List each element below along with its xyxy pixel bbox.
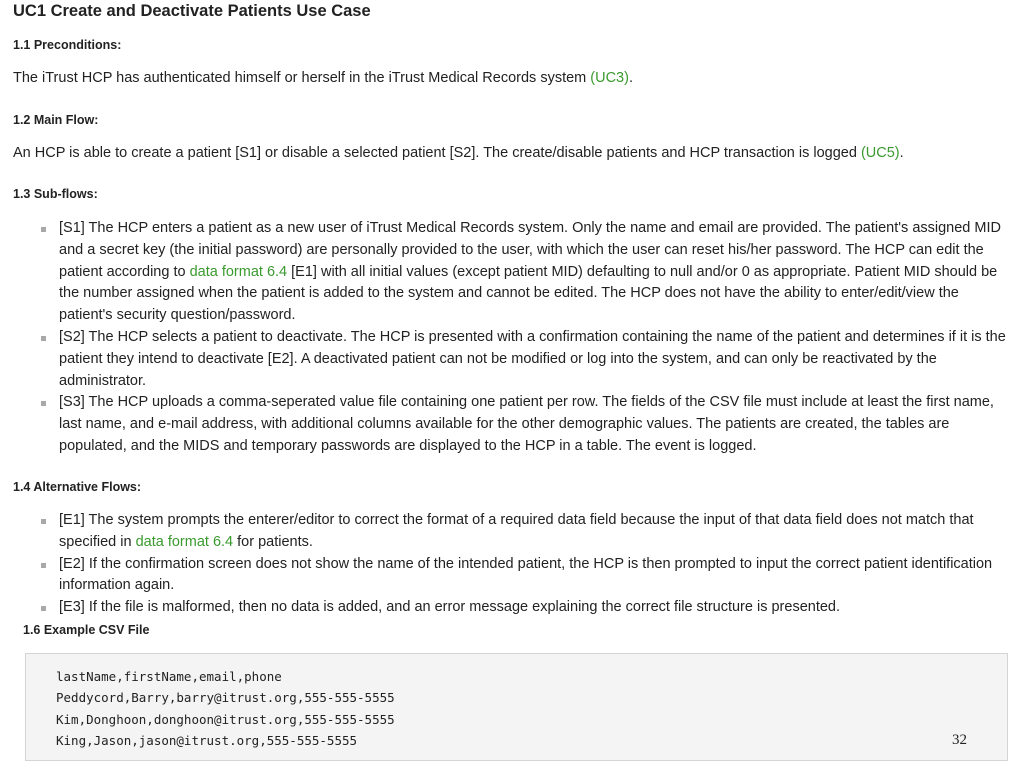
list-item-e1 bbox=[40, 510, 1015, 554]
preconditions-body: The iTrust HCP has authenticated himself or herself in the iTrust Medical Records system bbox=[13, 70, 591, 86]
s2-text: [S2] The HCP selects a patient to deactivate. The HCP is presented with a confirmation containing the name of the patient and determines if it is the patient they intend to deactivate [E2]. A deactivated patient can not be modified or log into the system, and can only be reactivated by the administrator. bbox=[59, 328, 1006, 389]
list-item-e3 bbox=[40, 597, 1015, 619]
csv-code-block bbox=[25, 653, 1008, 761]
s1-text-part1: [S1] The HCP enters a patient as a new user of iTrust Medical Records system. Only the name and email are provided. The patient's assigned MID and a secret key (the initial password) are personally provided to the user, with which the user can reset his/her password. The HCP can edit the patient according to bbox=[59, 220, 1001, 280]
alt-flows-list bbox=[40, 510, 1015, 619]
main-flow-heading: 1.2 Main Flow: bbox=[13, 113, 99, 127]
s1-text-part2: [E1] with all initial values (except patient MID) defaulting to null and/or 0 as appropriate. Patient MID should be the number assigned when the patient is added to the system and cannot be edited. The HCP does not have the ability to enter/edit/view the patient's security question/password. bbox=[59, 263, 998, 324]
example-csv-heading: 1.6 Example CSV File bbox=[23, 623, 150, 637]
list-item-e2 bbox=[40, 554, 1015, 598]
sub-flows-list bbox=[40, 218, 1015, 458]
page-number: 32 bbox=[952, 732, 967, 748]
main-flow-body: An HCP is able to create a patient [S1] or disable a selected patient [S2]. The create/disable patients and HCP transaction is logged bbox=[13, 145, 861, 161]
main-flow-text bbox=[13, 145, 904, 161]
uc3-link[interactable]: (UC3) bbox=[590, 70, 629, 86]
e1-text-part2: for patients. bbox=[233, 533, 313, 550]
bullet-icon bbox=[41, 606, 46, 611]
preconditions-text bbox=[13, 70, 633, 86]
csv-line: lastName,firstName,email,phone bbox=[56, 669, 282, 684]
list-item-s3 bbox=[40, 392, 1015, 457]
csv-line: Kim,Donghoon,donghoon@itrust.org,555-555-5555 bbox=[56, 711, 395, 727]
sub-flows-heading: 1.3 Sub-flows: bbox=[13, 187, 98, 201]
page-title: UC1 Create and Deactivate Patients Use Case bbox=[13, 2, 371, 20]
preconditions-heading: 1.1 Preconditions: bbox=[13, 38, 122, 52]
bullet-icon bbox=[41, 227, 46, 232]
csv-code bbox=[56, 666, 395, 751]
uc5-link[interactable]: (UC5) bbox=[860, 145, 900, 161]
bullet-icon bbox=[41, 563, 46, 568]
list-item-s2 bbox=[40, 327, 1015, 392]
bullet-icon bbox=[41, 336, 46, 341]
list-item-s1 bbox=[40, 218, 1015, 327]
bullet-icon bbox=[41, 519, 46, 524]
csv-line: King,Jason,jason@itrust.org,555-555-5555 bbox=[56, 732, 358, 748]
data-format-6-4-link[interactable]: data format 6.4 bbox=[135, 533, 234, 550]
e3-text: [E3] If the file is malformed, then no data is added, and an error message explaining the correct file structure is presented. bbox=[59, 599, 841, 616]
main-flow-tail: . bbox=[899, 145, 904, 161]
e1-text-part1: [E1] The system prompts the enterer/editor to correct the format of a required data field because the input of that data field does not match that specified in bbox=[59, 512, 974, 550]
preconditions-tail: . bbox=[628, 70, 633, 86]
data-format-6-4-link[interactable]: data format 6.4 bbox=[189, 263, 288, 280]
csv-line: Peddycord,Barry,barry@itrust.org,555-555-5555 bbox=[56, 690, 395, 706]
bullet-icon bbox=[41, 401, 46, 406]
e2-text: [E2] If the confirmation screen does not show the name of the intended patient, the HCP is then prompted to input the correct patient identification information again. bbox=[59, 555, 993, 594]
s3-text: [S3] The HCP uploads a comma-seperated value file containing one patient per row. The fields of the CSV file must include at least the first name, last name, and e-mail address, with additional columns available for the other demographic values. The patients are created, the tables are populated, and the MIDS and temporary passwords are displayed to the HCP in a table. The event is logged. bbox=[59, 394, 994, 454]
alt-flows-heading: 1.4 Alternative Flows: bbox=[13, 480, 142, 494]
